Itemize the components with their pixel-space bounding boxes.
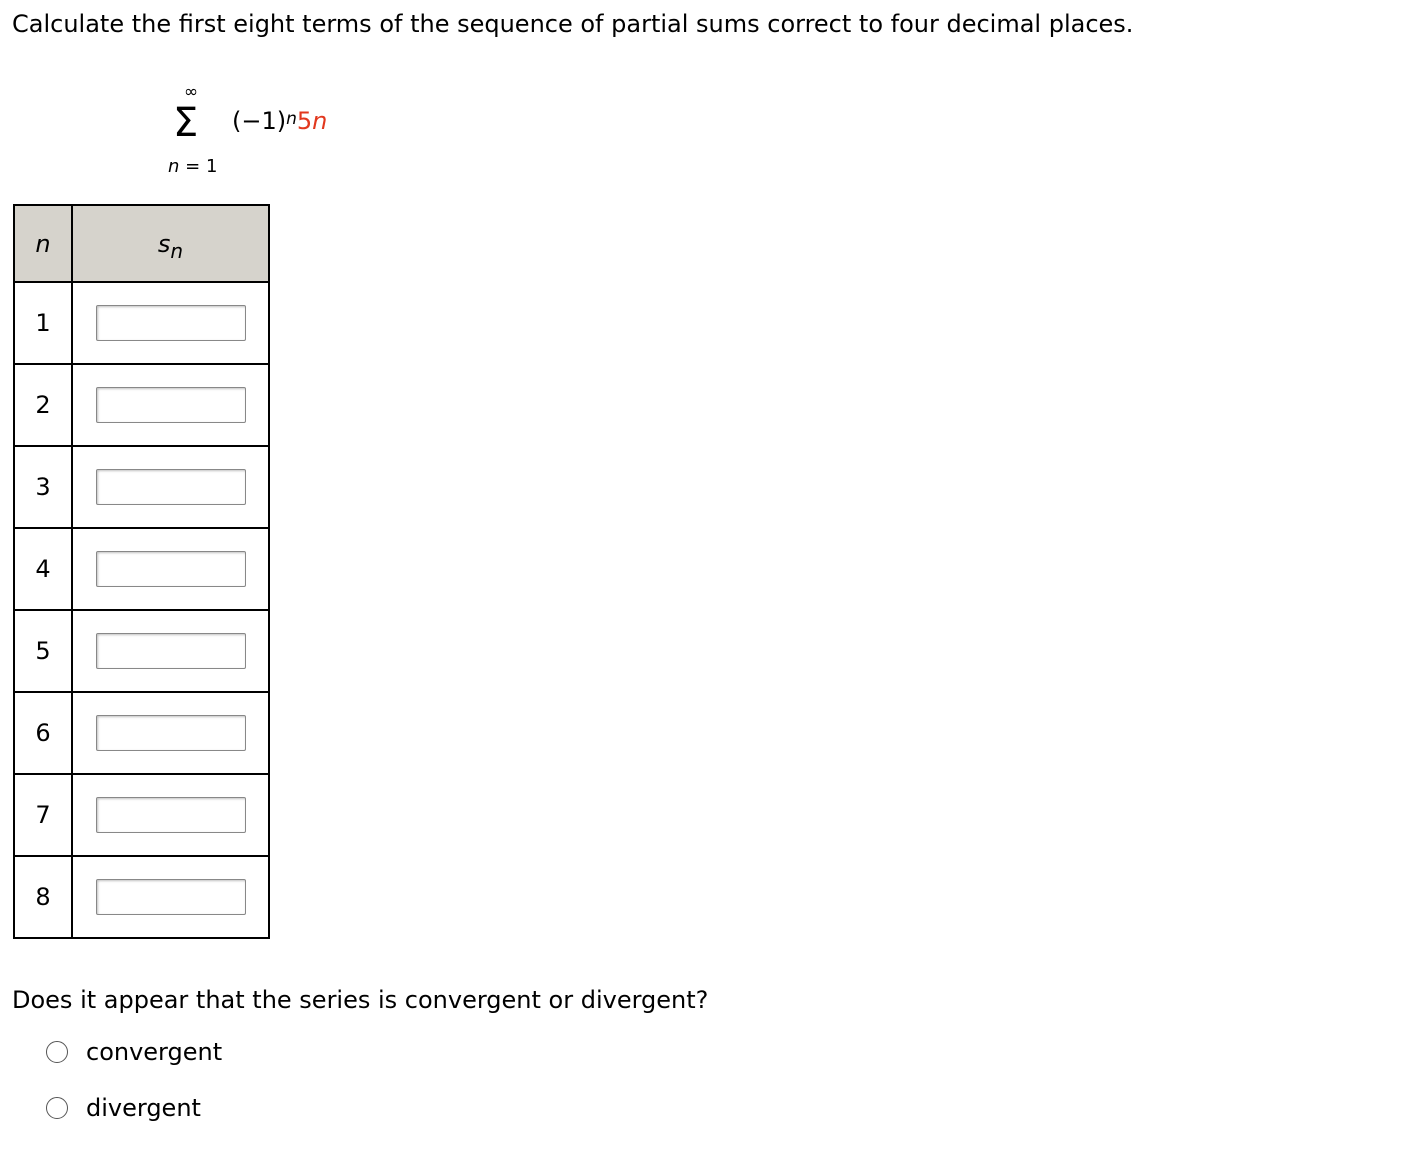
option-convergent[interactable]: [46, 1036, 222, 1068]
answer-cell: [72, 774, 269, 856]
option-divergent[interactable]: [46, 1092, 201, 1124]
partial-sum-input[interactable]: [96, 305, 246, 341]
partial-sums-table: [13, 204, 270, 939]
row-index: 2: [14, 364, 72, 446]
answer-cell: [72, 282, 269, 364]
summand: [232, 105, 327, 137]
partial-sum-input[interactable]: [96, 633, 246, 669]
answer-cell: [72, 446, 269, 528]
answer-cell: [72, 610, 269, 692]
table-row: [14, 856, 269, 938]
option-convergent-label: convergent: [86, 1038, 223, 1066]
radio-convergent[interactable]: [46, 1041, 68, 1063]
row-index: 6: [14, 692, 72, 774]
row-index: 8: [14, 856, 72, 938]
summand-exponent: n: [286, 109, 297, 129]
partial-sum-input[interactable]: [96, 469, 246, 505]
lower-limit-eq: = 1: [179, 156, 218, 177]
partial-sum-input[interactable]: [96, 797, 246, 833]
answer-cell: [72, 528, 269, 610]
upper-limit: ∞: [184, 82, 199, 102]
partial-sum-input[interactable]: [96, 879, 246, 915]
row-index: 5: [14, 610, 72, 692]
table-header-row: [14, 205, 269, 282]
lower-limit-var: n: [168, 156, 180, 177]
row-index: 7: [14, 774, 72, 856]
summand-variable: n: [312, 107, 328, 135]
header-s-subscript: n: [170, 238, 184, 263]
row-index: 3: [14, 446, 72, 528]
lower-limit: [168, 156, 217, 178]
instruction-text: Calculate the first eight terms of the sequence of partial sums correct to four decimal places.: [12, 10, 1134, 38]
option-divergent-label: divergent: [86, 1094, 201, 1122]
summand-base: (−1): [232, 107, 287, 135]
table-row: [14, 364, 269, 446]
partial-sum-input[interactable]: [96, 551, 246, 587]
partial-sum-input[interactable]: [96, 715, 246, 751]
answer-cell: [72, 692, 269, 774]
header-n: n: [14, 205, 72, 282]
radio-divergent[interactable]: [46, 1097, 68, 1119]
table-row: [14, 282, 269, 364]
series-formula: [0, 0, 400, 190]
partial-sum-input[interactable]: [96, 387, 246, 423]
summand-coefficient: 5: [296, 107, 313, 135]
answer-cell: [72, 364, 269, 446]
table-row: [14, 528, 269, 610]
table-row: [14, 774, 269, 856]
table-row: [14, 446, 269, 528]
question-text: Does it appear that the series is convergent or divergent?: [12, 986, 709, 1014]
answer-cell: [72, 856, 269, 938]
table-row: [14, 692, 269, 774]
row-index: 4: [14, 528, 72, 610]
header-s: s: [157, 229, 171, 258]
table-row: [14, 610, 269, 692]
sigma-symbol: Σ: [173, 100, 199, 146]
row-index: 1: [14, 282, 72, 364]
header-sn: [72, 205, 269, 282]
table-body: [14, 282, 269, 938]
